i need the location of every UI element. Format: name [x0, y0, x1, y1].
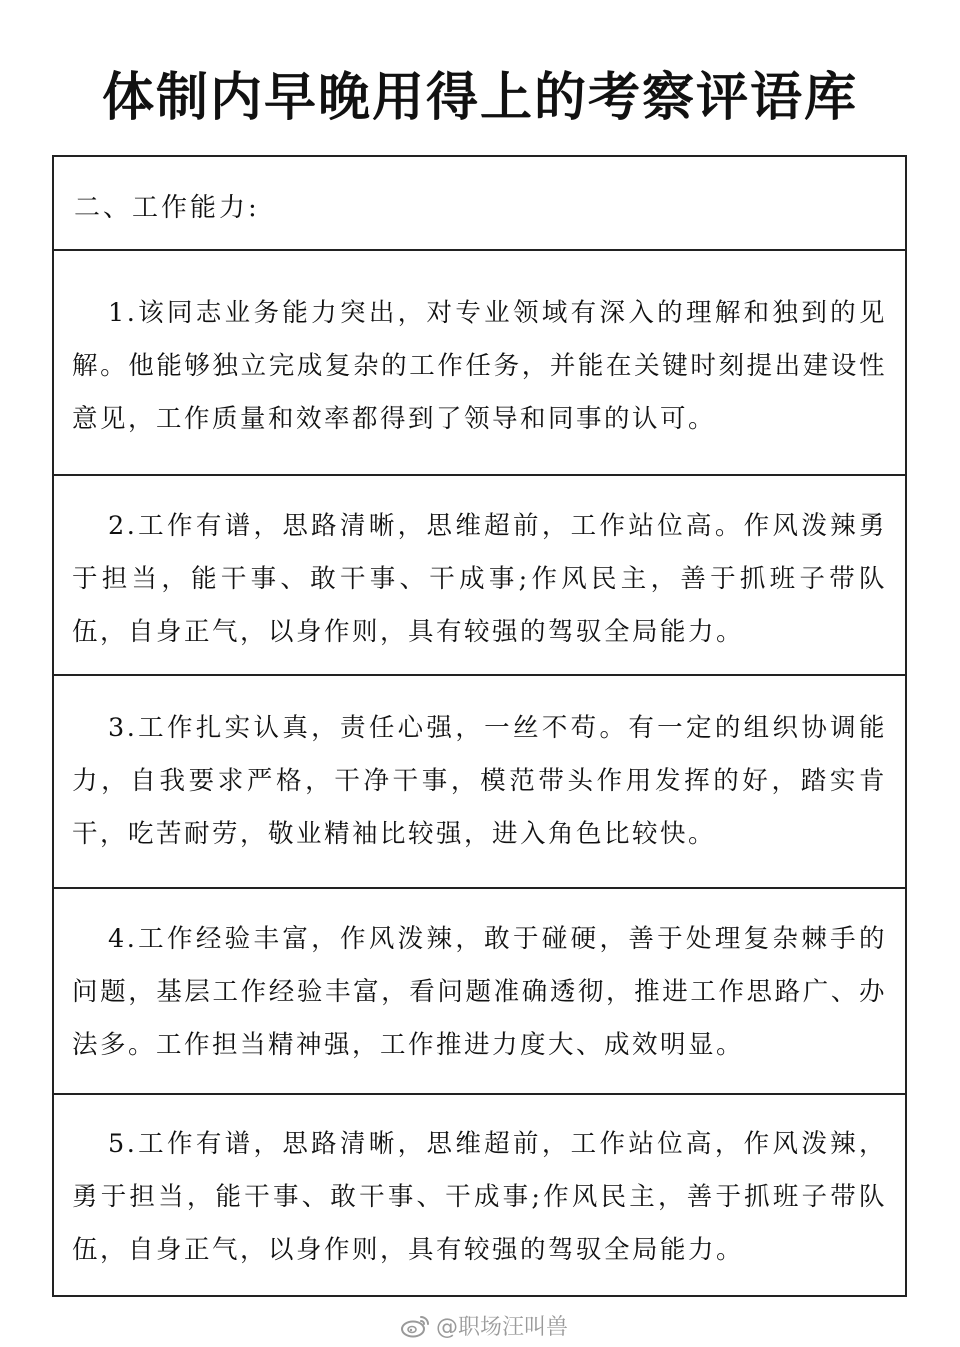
appraisal-item-5: 5.工作有谱，思路清晰，思维超前，工作站位高，作风泼辣，勇于担当，能干事、敢干事、干成事;作风民主，善于抓班子带队伍，自身正气，以身作则，具有较强的驾驭全局能力。 — [72, 1129, 887, 1265]
weibo-icon — [400, 1314, 430, 1338]
watermark — [400, 1310, 568, 1341]
appraisal-table — [52, 155, 907, 1297]
section-header-row — [54, 157, 905, 251]
table-row — [54, 676, 905, 889]
table-row — [54, 476, 905, 676]
appraisal-item-3: 3.工作扎实认真，责任心强，一丝不苟。有一定的组织协调能力，自我要求严格，干净干事，模范带头作用发挥的好，踏实肯干，吃苦耐劳，敬业精袖比较强，进入角色比较快。 — [72, 713, 887, 849]
appraisal-item-2: 2.工作有谱，思路清晰，思维超前，工作站位高。作风泼辣勇于担当，能干事、敢干事、干成事;作风民主，善于抓班子带队伍，自身正气，以身作则，具有较强的驾驭全局能力。 — [72, 511, 887, 647]
appraisal-item-4: 4.工作经验丰富，作风泼辣，敢于碰硬，善于处理复杂棘手的问题，基层工作经验丰富，看问题准确透彻，推进工作思路广、办法多。工作担当精神强，工作推进力度大、成效明显。 — [72, 924, 887, 1060]
table-row — [54, 251, 905, 476]
page-title: 体制内早晚用得上的考察评语库 — [101, 68, 858, 128]
appraisal-item-1: 1.该同志业务能力突出，对专业领域有深入的理解和独到的见解。他能够独立完成复杂的工作任务，并能在关键时刻提出建设性意见，工作质量和效率都得到了领导和同事的认可。 — [72, 298, 887, 434]
table-row — [54, 1095, 905, 1295]
watermark-text: @职场汪叫兽 — [436, 1315, 569, 1340]
section-heading: 二、工作能力: — [74, 193, 260, 223]
table-row — [54, 889, 905, 1095]
